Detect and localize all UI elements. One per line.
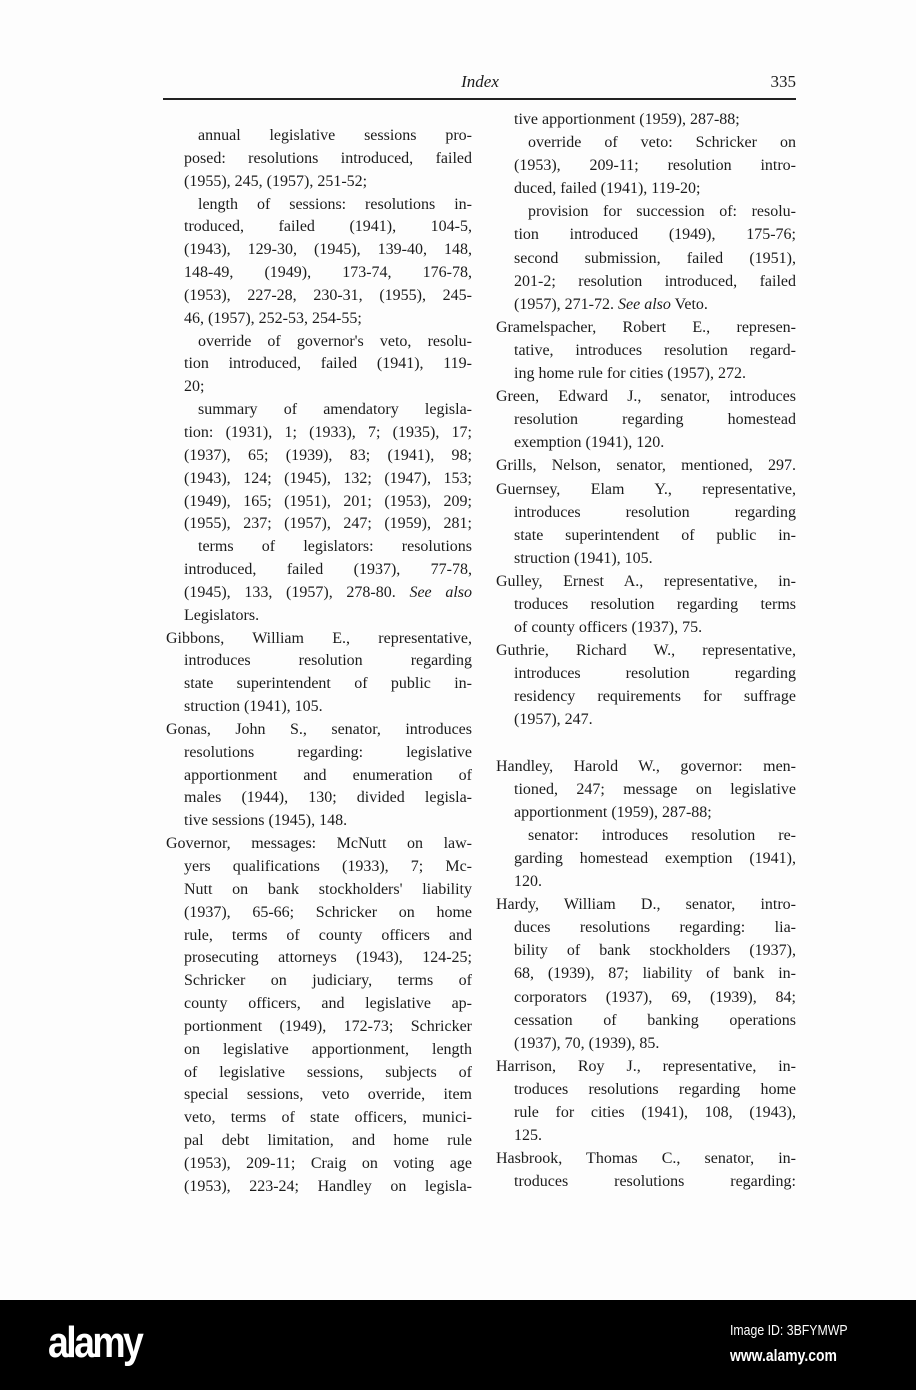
index-entry-line [496, 893, 796, 916]
index-continuation-line [514, 593, 796, 616]
line-text: tion introduced (1949), 175-76; [514, 226, 796, 244]
line-text: (1957), 247. [514, 711, 593, 729]
index-continuation-line [184, 171, 472, 194]
blank-line [514, 732, 796, 755]
index-continuation-line [514, 685, 796, 708]
index-continuation-line [184, 947, 472, 970]
index-continuation-line [184, 925, 472, 948]
index-entry-line [496, 385, 796, 408]
line-text: Governor, messages: McNutt on law- [166, 835, 472, 853]
line-text: tioned, 247; message on legislative [514, 780, 796, 798]
index-continuation-line [184, 1130, 472, 1153]
index-continuation-line [184, 422, 472, 445]
page-number: 335 [770, 72, 796, 91]
index-subentry-line [198, 536, 472, 559]
header-rule [163, 98, 796, 100]
line-text: troduces resolutions regarding home [514, 1080, 796, 1098]
line-text: Gramelspacher, Robert E., represen- [496, 318, 796, 336]
index-continuation-line [184, 239, 472, 262]
index-continuation-line [184, 353, 472, 376]
line-text: override of governor's veto, resolu- [198, 332, 472, 350]
line-text: county officers, and legislative ap- [184, 995, 472, 1013]
index-continuation-line [184, 1176, 472, 1199]
watermark-bar [0, 1300, 916, 1390]
line-text: garding homestead exemption (1941), [514, 850, 796, 867]
line-text: on legislative apportionment, length [184, 1040, 472, 1058]
index-continuation-line [514, 431, 796, 454]
index-continuation-line [184, 285, 472, 308]
line-text: Gulley, Ernest A., representative, in- [496, 572, 796, 590]
line-text: (1943), 124; (1945), 132; (1947), 153; [184, 469, 472, 487]
line-text: state superintendent of public in- [184, 675, 472, 693]
line-text: Nutt on bank stockholders' liability [184, 880, 472, 898]
index-continuation-line [514, 501, 796, 524]
line-text: (1943), 129-30, (1945), 139-40, 148, [184, 241, 472, 259]
line-text: Gibbons, William E., representative, [166, 629, 472, 647]
line-text: Schricker on judiciary, terms of [184, 972, 472, 990]
index-continuation-line [184, 262, 472, 285]
index-continuation-line [514, 362, 796, 385]
index-continuation-line [184, 1084, 472, 1107]
index-column-right [496, 108, 796, 1193]
line-text: exemption (1941), 120. [514, 434, 665, 452]
line-text: struction (1941), 105. [514, 549, 653, 567]
index-continuation-line [184, 787, 472, 810]
line-text: (1937), 65-66; Schricker on home [184, 903, 472, 921]
index-continuation-line [514, 916, 796, 939]
line-text: Gonas, John S., senator, introduces [166, 720, 472, 738]
index-continuation-line [184, 810, 472, 833]
line-text: rule, terms of county officers and [184, 926, 472, 944]
index-continuation-line [184, 879, 472, 902]
line-text: of county officers (1937), 75. [514, 619, 703, 637]
watermark-url: www.alamy.com [730, 1346, 837, 1365]
index-continuation-line [514, 939, 796, 962]
line-text: second submission, failed (1951), [514, 249, 796, 267]
index-entry-line [496, 454, 796, 477]
index-continuation-line [184, 605, 472, 628]
index-continuation-line [184, 1062, 472, 1085]
line-text: tive sessions (1945), 148. [184, 812, 348, 830]
line-text: 120. [514, 873, 542, 891]
line-text: introduces resolution regarding [514, 503, 796, 521]
index-continuation-line [514, 1009, 796, 1032]
index-entry-line [496, 755, 796, 778]
line-text: special sessions, veto override, item [184, 1086, 472, 1104]
line-text: bility of bank stockholders (1937), [514, 942, 796, 960]
index-column-left [166, 125, 472, 1199]
line-text: length of sessions: resolutions in- [198, 195, 472, 213]
index-subentry-line [198, 194, 472, 217]
index-entry-line [496, 316, 796, 339]
line-text: Veto. [670, 295, 708, 313]
line-text: apportionment and enumeration of [184, 766, 472, 784]
line-text: (1945), 133, (1957), 278-80. [184, 583, 410, 601]
line-text: provision for succession of: resolu- [528, 203, 796, 221]
index-continuation-line [184, 696, 472, 719]
index-continuation-line [184, 308, 472, 331]
index-continuation-line [184, 1107, 472, 1130]
index-continuation-line [514, 108, 796, 131]
index-continuation-line [184, 902, 472, 925]
index-continuation-line [514, 847, 796, 870]
index-continuation-line [514, 1124, 796, 1147]
index-continuation-line [184, 148, 472, 171]
index-continuation-line [514, 616, 796, 639]
line-text: 68, (1939), 87; liability of bank in- [514, 965, 796, 983]
index-entry-line [496, 570, 796, 593]
line-text: duces resolutions regarding: lia- [514, 919, 796, 937]
index-continuation-line [184, 970, 472, 993]
index-entry-line [496, 639, 796, 662]
index-entry-line [166, 719, 472, 742]
index-continuation-line [514, 154, 796, 177]
index-continuation-line [514, 962, 796, 985]
index-entry-line [166, 628, 472, 651]
line-text: (1949), 165; (1951), 201; (1953), 209; [184, 492, 472, 510]
index-entry-line [496, 1055, 796, 1078]
line-text: state superintendent of public in- [514, 526, 796, 544]
index-continuation-line [514, 870, 796, 893]
index-continuation-line [184, 1016, 472, 1039]
line-text: terms of legislators: resolutions [198, 538, 472, 556]
line-text: override of veto: Schricker on [528, 134, 796, 152]
index-continuation-line [184, 993, 472, 1016]
index-continuation-line [514, 524, 796, 547]
line-text: (1953), 223-24; Handley on legisla- [184, 1177, 472, 1195]
index-continuation-line [184, 1153, 472, 1176]
index-continuation-line [514, 547, 796, 570]
header-title: Index [461, 72, 499, 91]
index-continuation-line [184, 856, 472, 879]
alamy-logo: alamy [48, 1318, 142, 1367]
index-continuation-line [514, 1170, 796, 1193]
index-entry-line [166, 833, 472, 856]
image-id: Image ID: 3BFYMWP [730, 1322, 848, 1339]
line-text: struction (1941), 105. [184, 698, 323, 716]
line-text: Guthrie, Richard W., representative, [496, 642, 796, 660]
index-continuation-line [184, 765, 472, 788]
index-continuation-line [514, 1078, 796, 1101]
line-text: summary of amendatory legisla- [198, 401, 472, 419]
index-continuation-line [184, 742, 472, 765]
line-text: senator: introduces resolution re- [528, 826, 796, 844]
line-text: Legislators. [184, 606, 260, 624]
index-continuation-line [184, 1039, 472, 1062]
index-subentry-line [528, 131, 796, 154]
line-text: annual legislative sessions pro- [198, 127, 472, 144]
index-continuation-line [514, 408, 796, 431]
index-continuation-line [184, 216, 472, 239]
line-text: 125. [514, 1127, 542, 1145]
index-continuation-line [514, 270, 796, 293]
line-text: introduced, failed (1937), 77-78, [184, 561, 472, 579]
line-text: (1957), 271-72. [514, 295, 618, 313]
line-text: residency requirements for suffrage [514, 688, 796, 706]
line-text: Hardy, William D., senator, intro- [496, 896, 796, 914]
see-also-reference: See also [409, 583, 473, 601]
line-text: Harrison, Roy J., representative, in- [496, 1057, 796, 1075]
index-continuation-line [514, 1101, 796, 1124]
line-text: (1953), 209-11; resolution intro- [514, 157, 796, 175]
index-continuation-line [184, 582, 472, 605]
index-subentry-line [198, 331, 472, 354]
index-continuation-line [514, 339, 796, 362]
index-continuation-line [184, 650, 472, 673]
index-continuation-line [184, 445, 472, 468]
line-text: of legislative sessions, subjects of [184, 1063, 472, 1081]
line-text: Handley, Harold W., governor: men- [496, 757, 796, 775]
index-continuation-line [514, 1032, 796, 1055]
line-text: troduced, failed (1941), 104-5, [184, 218, 472, 236]
index-continuation-line [514, 801, 796, 824]
line-text: Guernsey, Elam Y., representative, [496, 480, 796, 498]
line-text: 46, (1957), 252-53, 254-55; [184, 309, 362, 327]
line-text: 201-2; resolution introduced, failed [514, 272, 796, 290]
line-text: Hasbrook, Thomas C., senator, in- [496, 1150, 796, 1168]
index-continuation-line [184, 468, 472, 491]
line-text: tative, introduces resolution regard- [514, 341, 796, 359]
line-text: rule for cities (1941), 108, (1943), [514, 1104, 796, 1122]
index-continuation-line [514, 986, 796, 1009]
line-text: tive apportionment (1959), 287-88; [514, 111, 740, 128]
index-continuation-line [514, 708, 796, 731]
see-also-reference: See also [617, 295, 671, 313]
index-subentry-line [198, 399, 472, 422]
index-subentry-line [528, 200, 796, 223]
index-continuation-line [514, 223, 796, 246]
line-text: tion: (1931), 1; (1933), 7; (1935), 17; [184, 423, 472, 441]
index-continuation-line [184, 376, 472, 399]
line-text: resolution regarding homestead [514, 411, 796, 429]
line-text: duced, failed (1941), 119-20; [514, 180, 701, 198]
index-continuation-line [514, 293, 796, 316]
line-text: ing home rule for cities (1957), 272. [514, 365, 746, 383]
line-text: 20; [184, 378, 205, 396]
line-text: (1955), 245, (1957), 251-52; [184, 172, 368, 190]
index-subentry-line [198, 125, 472, 148]
line-text: Grills, Nelson, senator, mentioned, 297. [496, 457, 796, 475]
index-continuation-line [514, 177, 796, 200]
line-text: (1953), 209-11; Craig on voting age [184, 1154, 472, 1172]
line-text: corporators (1937), 69, (1939), 84; [514, 988, 796, 1006]
index-continuation-line [184, 673, 472, 696]
index-continuation-line [514, 662, 796, 685]
line-text: apportionment (1959), 287-88; [514, 803, 712, 821]
line-text: prosecuting attorneys (1943), 124-25; [184, 949, 472, 967]
line-text: cessation of banking operations [514, 1011, 796, 1029]
index-continuation-line [184, 559, 472, 582]
line-text: (1953), 227-28, 230-31, (1955), 245- [184, 286, 472, 304]
line-text: troduces resolutions regarding: [514, 1173, 796, 1191]
line-text: yers qualifications (1933), 7; Mc- [184, 858, 472, 875]
index-continuation-line [184, 491, 472, 514]
line-text: (1937), 65; (1939), 83; (1941), 98; [184, 446, 472, 464]
line-text: troduces resolution regarding terms [514, 595, 796, 613]
line-text: Green, Edward J., senator, introduces [496, 388, 796, 406]
index-subentry-line [528, 824, 796, 847]
line-text: veto, terms of state officers, munici- [184, 1109, 472, 1127]
line-text: resolutions regarding: legislative [184, 743, 472, 761]
line-text: (1955), 237; (1957), 247; (1959), 281; [184, 515, 472, 533]
line-text: males (1944), 130; divided legisla- [184, 789, 472, 807]
line-text: portionment (1949), 172-73; Schricker [184, 1017, 472, 1035]
line-text: (1937), 70, (1939), 85. [514, 1034, 660, 1052]
line-text: 148-49, (1949), 173-74, 176-78, [184, 264, 472, 282]
line-text: tion introduced, failed (1941), 119- [184, 355, 472, 373]
line-text: introduces resolution regarding [514, 665, 796, 683]
index-entry-line [496, 478, 796, 501]
index-entry-line [496, 1147, 796, 1170]
index-continuation-line [514, 778, 796, 801]
line-text: introduces resolution regarding [184, 652, 472, 670]
index-continuation-line [184, 513, 472, 536]
line-text: posed: resolutions introduced, failed [184, 149, 472, 167]
line-text: pal debt limitation, and home rule [184, 1132, 472, 1150]
index-continuation-line [514, 247, 796, 270]
